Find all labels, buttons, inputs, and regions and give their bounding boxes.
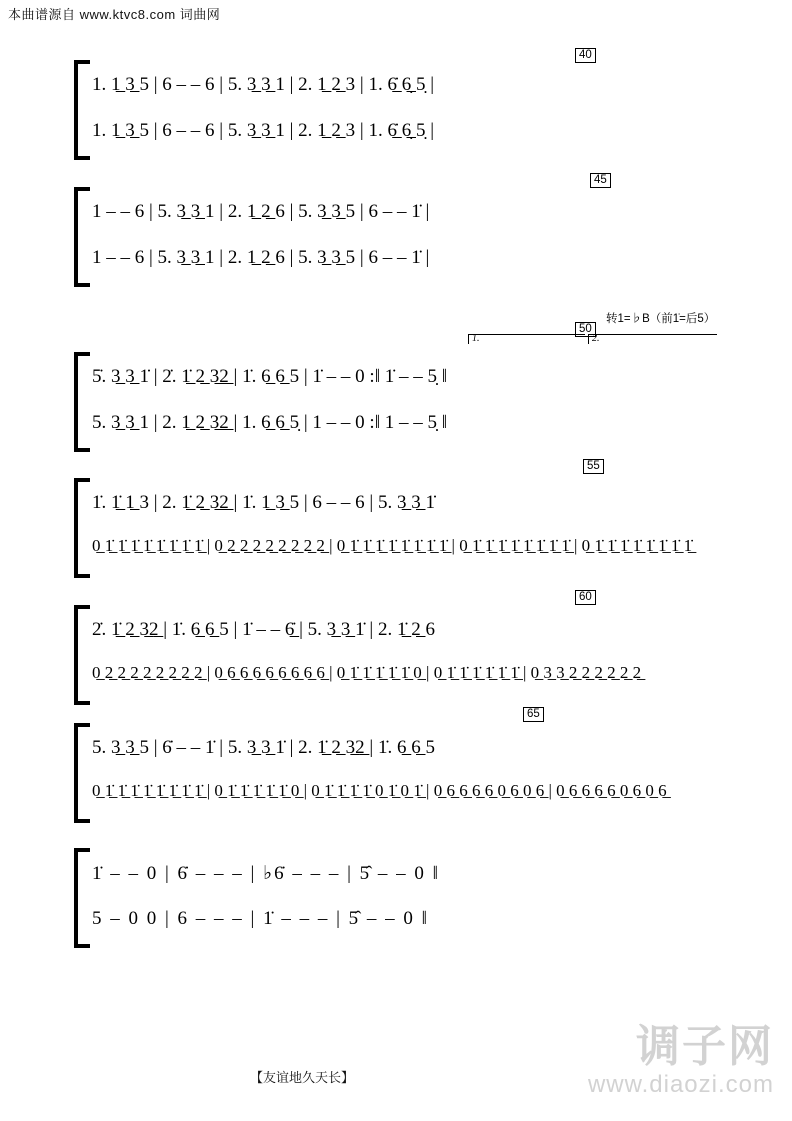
measure-number-60: 60 [575,590,596,605]
stave-upper: 1̇. 1̲̇ 1̲ 3 | 2. 1̲̇ 2̲ 3̲2̲ | 1̇. 1̲ 3̲ 5 | 6 – – 6 | 5. 3̲ 3̲ 1̇ [92,492,435,513]
system-bracket [74,60,90,160]
stave-upper: 1 – – 6 | 5. 3̲ 3̲ 1 | 2. 1̲ 2̲ 6 | 5. 3̲ 3̲ 5 | 6 – – 1̇ | [92,201,430,222]
stave-lower: 0̲ 1̲̇ 1̲̇ 1̲̇ 1̲̇ 1̲̇ 1̲̇ 1̲̇ 1̲̇ | 0̲ 2̲ 2̲ 2̲ 2̲ 2̲ 2̲ 2̲ 2̲ | 0̲ 1̲̇ 1̲̇ 1̲̇ 1̲̇ 1̲̇ 1̲̇ 1̲̇ 1̲̇ | 0̲ 1̲̇ 1̲̇ 1̲̇ 1̲̇ 1̲̇ 1̲̇ 1̲̇ 1̲̇ | 0̲ 1̲̇ 1̲̇ 1̲̇ 1̲̇ 1̲̇ 1̲̇ 1̲̇ 1̲̇ [92,536,693,555]
system-bracket [74,848,90,948]
measure-number-55: 55 [583,459,604,474]
watermark [588,1023,774,1099]
stave-lower: 1 – – 6 | 5. 3̲ 3̲ 1 | 2. 1̲ 2̲ 6 | 5. 3̲ 3̲ 5 | 6 – – 1̇ | [92,247,430,268]
system-bracket [74,723,90,823]
watermark-url: www.diaozi.com [587,1071,774,1098]
stave-upper: 2̇. 1̲̇ 2̲ 3̲2̲ | 1̇. 6̲ 6̲ 5 | 1̇ – – 6̲̇ | 5. 3̲ 3̲ 1̇ | 2. 1̲̇ 2̲ 6 [92,619,435,640]
stave-upper: 5̇. 3̲ 3̲ 1̇ | 2̇. 1̲̇ 2̲ 3̲2̲ | 1̇. 6̲ 6̲ 5 | 1̇ – – 0 :‖ 1̇ – – 5̣ ‖ [92,366,448,387]
stave-upper: 1̇ – – 0 | 6̇ – – – | ♭6̇ – – – | 5̂ – – 0 ‖ [92,863,440,884]
system-bracket [74,478,90,578]
second-ending-label: 2. [592,333,600,344]
first-ending-label: 1. [472,333,480,344]
stave-lower: 5 – 0 0 | 6 – – – | 1̇ – – – | 5̂ – – 0 ‖ [92,908,429,929]
measure-number-65: 65 [523,707,544,722]
first-ending-bracket [468,334,585,344]
measure-number-50: 50 [575,322,596,337]
watermark-title: 调子网 [636,1022,774,1071]
system-bracket [74,605,90,705]
measure-number-40: 40 [575,48,596,63]
stave-upper: 1. 1̲ 3̲ 5 | 6 – – 6 | 5. 3̲ 3̲ 1 | 2. 1̲ 2̲ 3 | 1. 6̲̇ 6̲̣ 5̣ | [92,74,435,95]
transposition-note: 转1=♭B（前1̇=后5） [606,313,716,325]
stave-lower: 1. 1̲ 3̲ 5 | 6 – – 6 | 5. 3̲ 3̲ 1 | 2. 1̲ 2̲ 3 | 1. 6̲̇ 6̲̣ 5̣ | [92,120,435,141]
stave-lower: 0̲ 1̲̇ 1̲̇ 1̲̇ 1̲̇ 1̲̇ 1̲̇ 1̲̇ 1̲̇ | 0̲ 1̲̇ 1̲̇ 1̲̇ 1̲̇ 1̲̇ 0̲ | 0̲ 1̲̇ 1̲̇ 1̲̇ 1̲̇ 0̲ 1̲̇ 0̲ 1̲̇ | 0̲ 6̲ 6̲ 6̲ 6̲ 0̲ 6̲ 0̲ 6̲ | 0̲ 6̲ 6̲ 6̲ 6̲ 0̲ 6̲ 0̲ 6̲ [92,781,667,800]
song-title-caption: 【友谊地久天长】 [250,1070,355,1085]
source-header: 本曲谱源自 www.ktvc8.com 词曲网 [8,7,221,22]
system-bracket [74,187,90,287]
stave-upper: 5. 3̲ 3̲ 5 | 6̇ – – 1̇ | 5. 3̲ 3̲ 1̇ | 2. 1̲̇ 2̲ 3̲2̲ | 1̇. 6̲ 6̲ 5 [92,737,435,758]
system-bracket [74,352,90,452]
stave-lower: 5. 3̲ 3̲ 1 | 2. 1̲ 2̲ 3̲2̲ | 1. 6̲ 6̲ 5̣ | 1 – – 0 :‖ 1 – – 5̣ ‖ [92,412,448,433]
stave-lower: 0̲ 2̲ 2̲ 2̲ 2̲ 2̲ 2̲ 2̲ 2̲ | 0̲ 6̲ 6̲ 6̲ 6̲ 6̲ 6̲ 6̲ 6̲ | 0̲ 1̲̇ 1̲̇ 1̲̇ 1̲̇ 1̲̇ 0̲ | 0̲ 1̲̇ 1̲̇ 1̲̇ 1̲̇ 1̲̇ 1̲̇ | 0̲ 3̲ 3̲ 2̲ 2̲ 2̲ 2̲ 2̲ 2̲ [92,663,642,682]
second-ending-bracket [588,334,717,344]
measure-number-45: 45 [590,173,611,188]
